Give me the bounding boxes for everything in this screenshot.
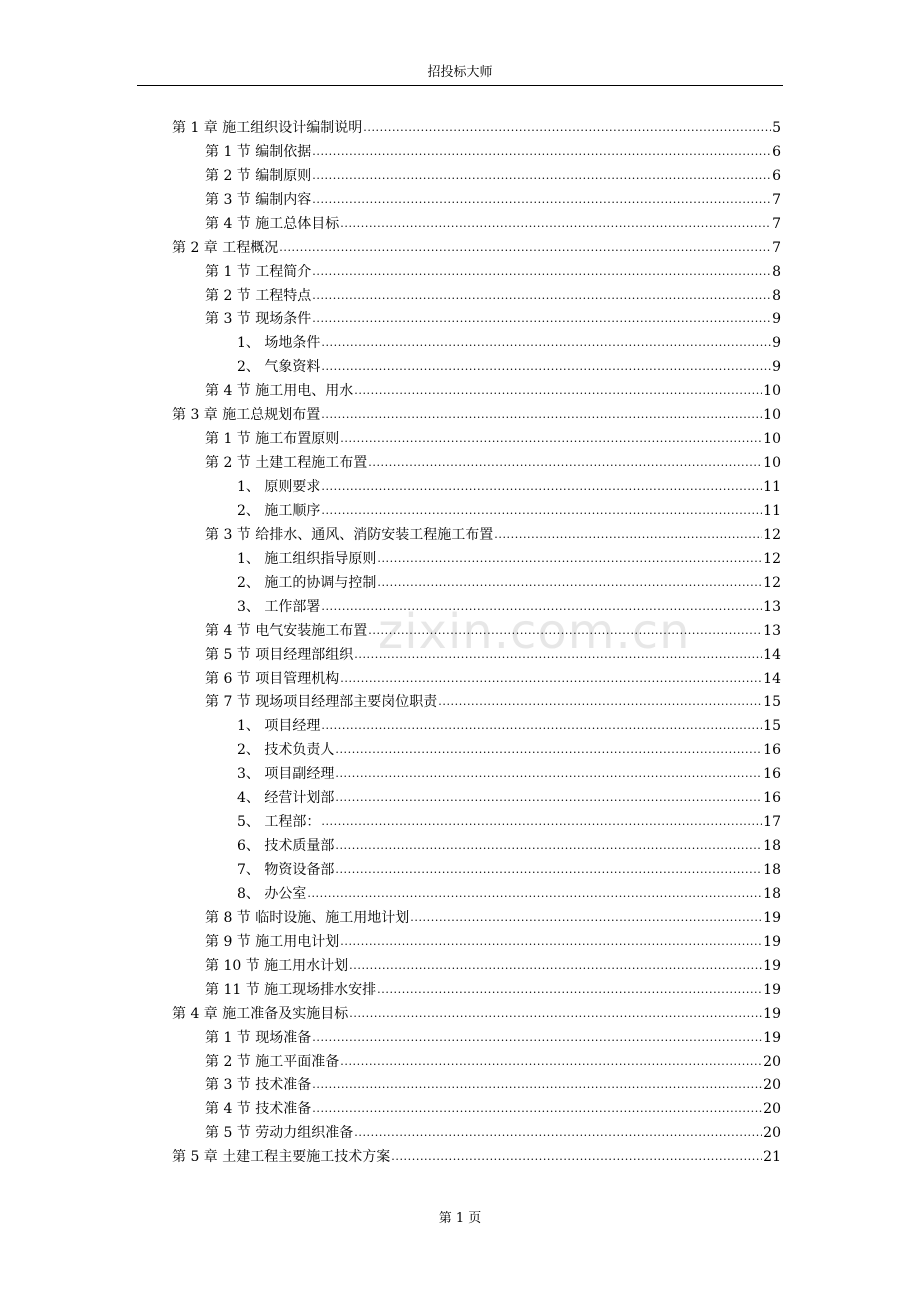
toc-entry-page: 18 — [763, 838, 781, 855]
toc-entry-label: 第 5 节 项目经理部组织 — [205, 646, 354, 663]
toc-entry-page: 15 — [763, 694, 781, 711]
toc-entry-label: 第 3 节 编制内容 — [205, 191, 312, 208]
toc-entry-page: 19 — [763, 1029, 781, 1046]
toc-entry[interactable] — [172, 831, 781, 855]
toc-entry[interactable] — [172, 1094, 781, 1118]
toc-entry-label: 第 5 节 劳动力组织准备 — [205, 1125, 354, 1142]
toc-entry[interactable] — [172, 1142, 781, 1166]
toc-entry-label: 第 2 节 编制原则 — [205, 167, 312, 184]
toc-entry-page: 7 — [772, 191, 781, 208]
toc-entry-page: 6 — [772, 143, 781, 160]
toc-entry-label: 1、 场地条件 — [237, 335, 321, 352]
dot-leader — [340, 430, 762, 448]
toc-entry-label: 第 3 节 给排水、通风、消防安装工程施工布置 — [205, 526, 494, 543]
toc-entry-label: 2、 施工的协调与控制 — [237, 574, 377, 591]
toc-entry-label: 第 11 节 施工现场排水安排 — [205, 981, 377, 998]
toc-entry-page: 13 — [763, 622, 781, 639]
dot-leader — [340, 215, 771, 233]
toc-entry-label: 4、 经营计划部 — [237, 790, 335, 807]
toc-entry-page: 10 — [763, 407, 781, 424]
toc-entry[interactable] — [172, 281, 781, 305]
dot-leader — [335, 741, 762, 759]
dot-leader — [312, 191, 771, 209]
toc-entry-page: 20 — [763, 1077, 781, 1094]
toc-entry-page: 12 — [763, 574, 781, 591]
toc-entry-label: 7、 物资设备部 — [237, 862, 335, 878]
header-divider — [137, 85, 783, 86]
dot-leader — [321, 813, 762, 831]
dot-leader — [335, 765, 762, 783]
toc-entry-page: 8 — [772, 263, 781, 280]
toc-entry-page: 14 — [763, 670, 781, 687]
toc-entry-page: 10 — [763, 383, 781, 400]
toc-entry[interactable] — [172, 496, 781, 520]
toc-entry-page: 19 — [763, 981, 781, 998]
dot-leader — [335, 789, 762, 807]
toc-entry-label: 3、 项目副经理 — [237, 766, 335, 783]
toc-entry-label: 第 4 节 电气安装施工布置 — [205, 622, 368, 639]
toc-entry-label: 第 10 节 施工用水计划 — [205, 957, 349, 974]
toc-entry-label: 第 1 节 工程简介 — [205, 263, 312, 280]
toc-entry-label: 5、 工程部： — [237, 814, 321, 831]
toc-entry[interactable] — [172, 975, 781, 999]
toc-entry-label: 第 5 章 土建工程主要施工技术方案 — [172, 1149, 391, 1166]
toc-entry[interactable] — [172, 1118, 781, 1142]
toc-entry-label: 第 4 章 施工准备及实施目标 — [172, 1005, 349, 1022]
toc-entry-page: 9 — [772, 359, 781, 376]
dot-leader — [354, 382, 762, 400]
toc-entry-page: 19 — [763, 933, 781, 950]
toc-entry[interactable] — [172, 1047, 781, 1071]
toc-entry[interactable] — [172, 951, 781, 975]
toc-entry[interactable] — [172, 688, 781, 712]
toc-entry[interactable] — [172, 735, 781, 759]
dot-leader — [349, 957, 762, 975]
toc-entry[interactable] — [172, 783, 781, 807]
toc-entry-label: 1、 原则要求 — [237, 479, 321, 495]
toc-entry[interactable] — [172, 185, 781, 209]
dot-leader — [340, 670, 762, 688]
dot-leader — [321, 717, 762, 735]
toc-entry[interactable] — [172, 376, 781, 400]
toc-entry-label: 3、 工作部署 — [237, 598, 321, 615]
dot-leader — [321, 478, 762, 496]
toc-entry[interactable] — [172, 305, 781, 329]
toc-entry[interactable] — [172, 568, 781, 592]
toc-entry[interactable] — [172, 903, 781, 927]
toc-entry-label: 第 6 节 项目管理机构 — [205, 670, 340, 687]
dot-leader — [312, 310, 771, 328]
toc-entry[interactable] — [172, 711, 781, 735]
toc-entry[interactable] — [172, 400, 781, 424]
toc-entry-label: 第 2 节 工程特点 — [205, 287, 312, 304]
toc-entry-page: 11 — [763, 502, 781, 519]
toc-entry-label: 1、 施工组织指导原则 — [237, 550, 377, 567]
toc-entry[interactable] — [172, 807, 781, 831]
toc-entry[interactable] — [172, 328, 781, 352]
toc-entry-label: 第 3 节 技术准备 — [205, 1077, 312, 1094]
toc-entry-label: 第 4 节 施工总体目标 — [205, 215, 340, 232]
toc-entry-page: 16 — [763, 790, 781, 807]
toc-entry-label: 第 1 节 编制依据 — [205, 143, 312, 160]
dot-leader — [312, 263, 771, 281]
dot-leader — [321, 334, 771, 352]
dot-leader — [377, 574, 762, 592]
dot-leader — [312, 287, 771, 305]
toc-entry[interactable] — [172, 759, 781, 783]
toc-entry-page: 19 — [763, 909, 781, 926]
toc-entry-page: 11 — [763, 479, 781, 495]
dot-leader — [321, 502, 762, 520]
toc-entry-label: 第 8 节 临时设施、施工用地计划 — [205, 909, 410, 926]
toc-entry-page: 19 — [763, 957, 781, 974]
toc-entry[interactable] — [172, 137, 781, 161]
toc-entry-page: 16 — [763, 766, 781, 783]
dot-leader — [354, 1124, 762, 1142]
dot-leader — [363, 119, 771, 137]
dot-leader — [312, 167, 771, 185]
dot-leader — [391, 1148, 762, 1166]
toc-entry[interactable] — [172, 855, 781, 879]
toc-entry-page: 20 — [763, 1125, 781, 1142]
dot-leader — [279, 239, 771, 257]
toc-entry-label: 6、 技术质量部 — [237, 838, 335, 855]
toc-entry-page: 15 — [763, 718, 781, 735]
dot-leader — [312, 1100, 762, 1118]
toc-entry-label: 第 3 章 施工总规划布置 — [172, 407, 321, 424]
toc-entry[interactable] — [172, 879, 781, 903]
toc-entry-page: 18 — [763, 862, 781, 878]
toc-entry-label: 第 9 节 施工用电计划 — [205, 933, 340, 950]
toc-entry-label: 第 4 节 施工用电、用水 — [205, 383, 354, 400]
toc-entry[interactable] — [172, 472, 781, 496]
toc-entry[interactable] — [172, 352, 781, 376]
toc-entry-label: 第 4 节 技术准备 — [205, 1101, 312, 1118]
dot-leader — [312, 1029, 762, 1047]
toc-entry-page: 10 — [763, 455, 781, 472]
toc-entry[interactable] — [172, 233, 781, 257]
toc-entry-page: 7 — [772, 215, 781, 232]
toc-entry[interactable] — [172, 161, 781, 185]
page-header: 招投标大师 — [427, 65, 493, 80]
toc-entry-page: 20 — [763, 1053, 781, 1070]
toc-entry-page: 12 — [763, 550, 781, 567]
dot-leader — [312, 1076, 762, 1094]
dot-leader — [340, 933, 762, 951]
toc-entry-label: 第 1 节 现场准备 — [205, 1029, 312, 1046]
toc-entry-page: 5 — [772, 119, 781, 136]
dot-leader — [340, 1053, 762, 1071]
toc-entry[interactable] — [172, 1023, 781, 1047]
dot-leader — [438, 693, 762, 711]
dot-leader — [335, 861, 762, 879]
toc-entry-page: 9 — [772, 311, 781, 328]
dot-leader — [349, 1005, 762, 1023]
toc-entry-page: 8 — [772, 287, 781, 304]
toc-entry-page: 16 — [763, 742, 781, 759]
toc-entry-label: 第 2 节 施工平面准备 — [205, 1053, 340, 1070]
dot-leader — [312, 143, 771, 161]
toc-entry[interactable] — [172, 257, 781, 281]
toc-entry-label: 第 3 节 现场条件 — [205, 311, 312, 328]
toc-entry-page: 18 — [763, 885, 781, 902]
dot-leader — [377, 550, 762, 568]
dot-leader — [410, 909, 762, 927]
dot-leader — [377, 981, 762, 999]
toc-entry[interactable] — [172, 424, 781, 448]
toc-entry-page: 12 — [763, 526, 781, 543]
watermark: zixin.com.cn — [378, 604, 691, 660]
toc-entry-page: 9 — [772, 335, 781, 352]
toc-entry-page: 21 — [763, 1149, 781, 1166]
toc-entry[interactable] — [172, 520, 781, 544]
toc-entry-label: 第 2 章 工程概况 — [172, 239, 279, 256]
toc-entry-label: 第 7 节 现场项目经理部主要岗位职责 — [205, 694, 438, 711]
toc-entry-page: 14 — [763, 646, 781, 663]
dot-leader — [494, 526, 762, 544]
toc-entry-page: 13 — [763, 598, 781, 615]
toc-entry-page: 10 — [763, 431, 781, 448]
toc-entry[interactable] — [172, 999, 781, 1023]
toc-entry-label: 8、 办公室 — [237, 885, 307, 902]
dot-leader — [307, 885, 762, 903]
toc-entry-label: 第 1 章 施工组织设计编制说明 — [172, 119, 363, 136]
toc-entry-page: 6 — [772, 167, 781, 184]
toc-entry[interactable] — [172, 113, 781, 137]
toc-entry[interactable] — [172, 544, 781, 568]
dot-leader — [335, 837, 762, 855]
toc-entry-page: 17 — [763, 814, 781, 831]
toc-entry[interactable] — [172, 209, 781, 233]
toc-entry[interactable] — [172, 448, 781, 472]
dot-leader — [321, 406, 762, 424]
page-number: 第 1 页 — [438, 1211, 482, 1226]
dot-leader — [368, 454, 762, 472]
toc-entry-label: 1、 项目经理 — [237, 718, 321, 735]
toc-entry-label: 2、 气象资料 — [237, 359, 321, 376]
dot-leader — [321, 358, 771, 376]
toc-entry-label: 第 1 节 施工布置原则 — [205, 431, 340, 448]
toc-entry-page: 19 — [763, 1005, 781, 1022]
toc-entry[interactable] — [172, 1071, 781, 1095]
toc-entry-page: 7 — [772, 239, 781, 256]
toc-entry-label: 2、 施工顺序 — [237, 502, 321, 519]
toc-entry-label: 第 2 节 土建工程施工布置 — [205, 455, 368, 472]
toc-entry[interactable] — [172, 927, 781, 951]
toc-entry-label: 2、 技术负责人 — [237, 742, 335, 759]
toc-entry[interactable] — [172, 664, 781, 688]
toc-entry-page: 20 — [763, 1101, 781, 1118]
